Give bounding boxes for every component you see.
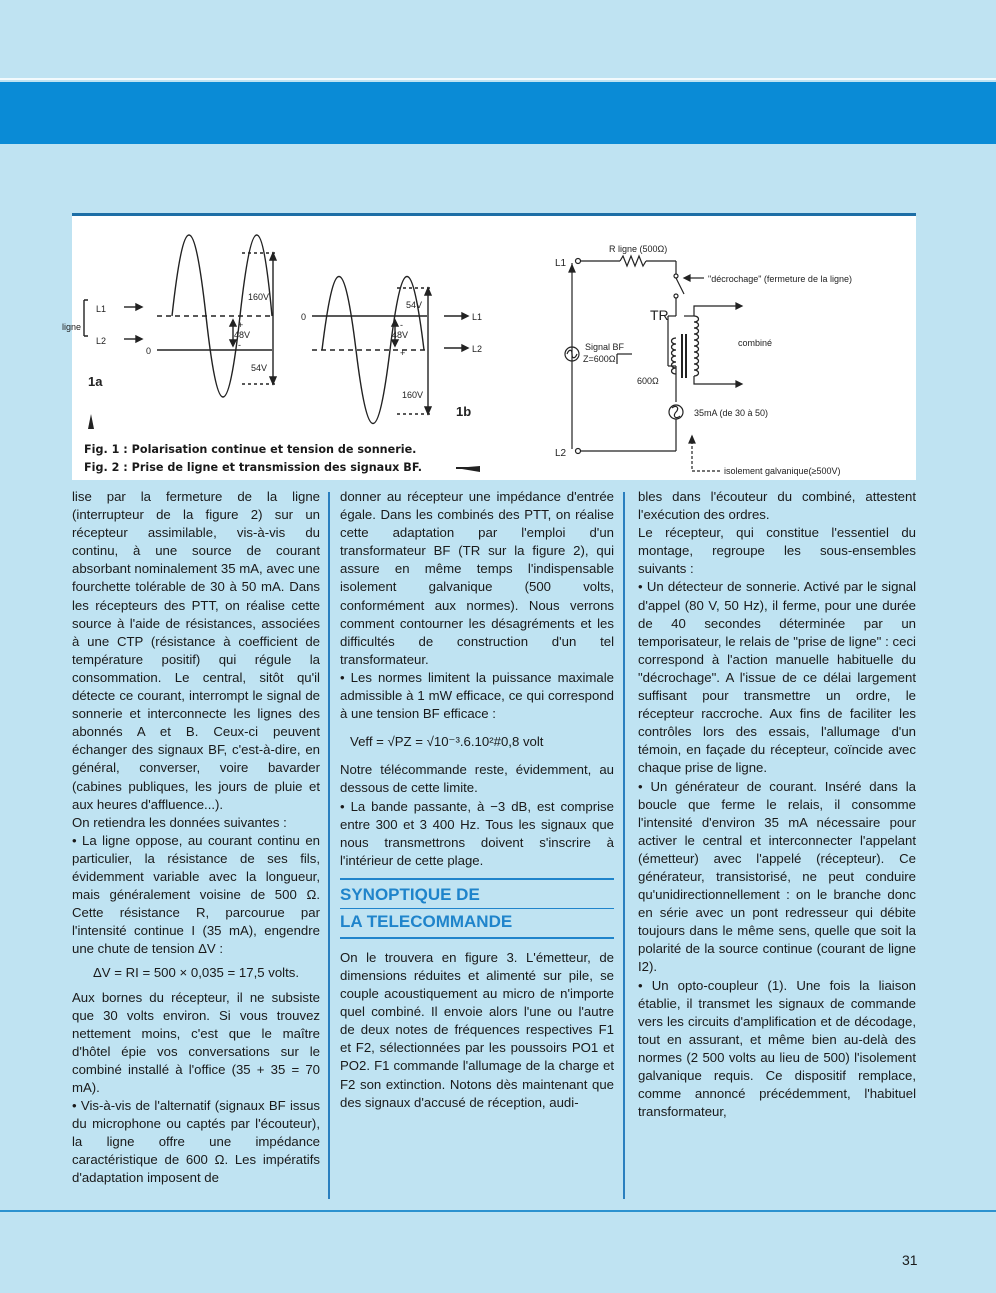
fig1a-l2-label: L2 bbox=[96, 336, 107, 346]
fig2-pointer-icon bbox=[456, 466, 480, 472]
section-heading bbox=[340, 878, 614, 939]
fig1a-160v-label: 160V bbox=[248, 292, 270, 302]
col1-paragraph-2: On retiendra les données suivantes : bbox=[72, 814, 287, 830]
fig2-signal-bf-label: Signal BF bbox=[585, 342, 625, 352]
col3-paragraph-1: bles dans l'écouteur du combiné, attestent l'exécution des ordres. bbox=[638, 489, 916, 523]
figure-caption-1: Fig. 1 : Polarisation continue et tension de sonnerie. bbox=[84, 443, 417, 456]
col3-paragraph-2: Le récepteur, qui constitue l'essentiel du montage, regroupe les sous-ensembles suivants : bbox=[638, 525, 916, 577]
col2-paragraph-1: donner au récepteur une impédance d'entrée égale. Dans les combinés des PTT, on réalise cette adaptation par l'emploi d'un transformateur BF (TR sur la figure 2), qui assure en même temps l'indispensable isolement galvanique (500 volts, conformément aux normes). Nous verrons comment contourner les désagréments et les difficultés de construction d'un tel transformateur. bbox=[340, 489, 614, 667]
fig1b-160v-label: 160V bbox=[402, 390, 424, 400]
fig2-decrochage-label: "décrochage" (fermeture de la ligne) bbox=[708, 274, 852, 284]
fig1a-ligne-label: ligne bbox=[62, 322, 82, 332]
figure-diagrams bbox=[62, 216, 916, 480]
text-column-1 bbox=[72, 488, 320, 1188]
figure-caption-2: Fig. 2 : Prise de ligne et transmission des signaux BF. bbox=[84, 461, 423, 474]
col1-paragraph-3: • La ligne oppose, au courant continu en particulier, la résistance de ses fils, évidemment variable avec la longueur, mais généralement voisine de 500 Ω. Cette résistance R, parcourue par l'intensité continue I (35 mA), engendre une chute de tension ΔV : bbox=[72, 832, 320, 957]
col3-paragraph-5: • Un opto-coupleur (1). Une fois la liaison établie, il transmet les signaux de commande vers les circuits d'amplification et de décodage, tout en assurant, et même bien au-delà des normes (2 500 volts au lieu de 500) l'isolement galvanique requis. Ce dispositif remplace, comme annoncé précédemment, l'habituel transformateur, bbox=[638, 977, 916, 1120]
fig1-pointer-icon bbox=[88, 414, 94, 429]
fig1a-48v-label: 48V bbox=[234, 330, 251, 340]
fig2-l1-label: L1 bbox=[555, 258, 567, 269]
fig1b-l1-label: L1 bbox=[472, 312, 483, 322]
fig1b-diagram bbox=[312, 277, 468, 424]
bottom-rule bbox=[0, 1210, 996, 1212]
fig1a-minus-sign: - bbox=[238, 340, 241, 350]
fig1a-plus-sign: + bbox=[238, 320, 244, 330]
fig1b-plus-sign: + bbox=[400, 348, 406, 358]
top-rule bbox=[0, 78, 996, 80]
column-divider-1 bbox=[328, 492, 330, 1199]
col1-equation: ΔV = RI = 500 × 0,035 = 17,5 volts. bbox=[92, 965, 300, 981]
fig1b-48v-label: 48V bbox=[392, 330, 409, 340]
col2-equation: Veff = √PZ = √10⁻³.6.10²#0,8 volt bbox=[350, 734, 544, 750]
text-column-3 bbox=[638, 488, 916, 1121]
col2-paragraph-3: Notre télécommande reste, évidemment, au dessous de cette limite. bbox=[340, 762, 614, 796]
fig2-z600-label: Z=600Ω bbox=[583, 354, 616, 364]
fig1a-zero-label: 0 bbox=[146, 346, 152, 356]
fig2-35ma-label: 35mA (de 30 à 50) bbox=[694, 408, 769, 418]
fig1a-diagram bbox=[84, 235, 277, 397]
fig1b-54v-label: 54V bbox=[406, 300, 423, 310]
col3-paragraph-4: • Un générateur de courant. Inséré dans la boucle que ferme le relais, il consomme l'intensité d'environ 35 mA nécessaire pour activer le central et interconnecter l'appelant (émetteur) avec l'appelé (récepteur). Ce générateur, transistorisé, ne peut conduire qu'unidirectionnellement : on le branche donc en série avec un pont redresseur qui débite toujours dans le même sens, quelle que soit la polarité de la source continue (courant de ligne I2). bbox=[638, 778, 916, 975]
fig1b-zero-label: 0 bbox=[301, 312, 307, 322]
fig2-600ohm-label: 600Ω bbox=[637, 376, 659, 386]
col3-paragraph-3: • Un détecteur de sonnerie. Activé par le signal d'appel (80 V, 50 Hz), il ferme, pour une durée de 40 secondes déterminée par un temporisateur, le relais de "prise de ligne" : ceci correspond à l'action manuelle habituelle du "décrochage". A l'issue de ce délai largement suffisant pour transmettre un ordre, le récepteur raccroche. Aux fins de faciliter les contrôles lors des essais, l'allumage d'un témoin, en façade du récepteur, coïncide avec chaque prise de ligne. bbox=[638, 579, 916, 776]
col2-paragraph-4: • La bande passante, à −3 dB, est comprise entre 300 et 3 400 Hz. Tous les signaux que nous transmettrons doivent s'inscrire à l'intérieur de cette plage. bbox=[340, 798, 614, 868]
fig2-l2-label: L2 bbox=[555, 448, 567, 459]
fig2-combine-label: combiné bbox=[738, 338, 773, 348]
col1-paragraph-4: Aux bornes du récepteur, il ne subsiste que 30 volts environ. Si vous trouvez nettement moins, c'est que le maître d'hôtel épie vos conversations sur le combiné installé à l'office (35 + 35 = 70 mA). bbox=[72, 989, 320, 1095]
fig1b-label: 1b bbox=[456, 404, 472, 419]
col2-paragraph-2: • Les normes limitent la puissance maximale admissible à 1 mW efficace, ce qui correspond à une tension BF efficace : bbox=[340, 669, 614, 722]
fig1a-l1-label: L1 bbox=[96, 304, 107, 314]
section-heading-line-1: SYNOPTIQUE DE bbox=[340, 882, 614, 909]
column-divider-2 bbox=[623, 492, 625, 1199]
fig1b-l2-label: L2 bbox=[472, 344, 483, 354]
fig1a-54v-label: 54V bbox=[251, 363, 268, 373]
header-band bbox=[0, 82, 996, 144]
fig2-isolement-label: isolement galvanique(≥500V) bbox=[724, 466, 841, 476]
page-number: 31 bbox=[902, 1252, 918, 1268]
fig2-tr-label: TR bbox=[650, 307, 669, 323]
col1-paragraph-1: lise par la fermeture de la ligne (interrupteur de la figure 2) sur un récepteur assimilable, vis-à-vis du continu, à une source de courant absorbant nominalement 35 mA, avec une fourchette tolérable de 30 à 50 mA. Dans les récepteurs des PTT, on réalise cette source à l'aide de résistances, associées à une CTP (résistance à coefficient de température positif) qui régule la consommation. Le central, sitôt qu'il détecte ce courant, interrompt le signal de sonnerie et interconnecte les lignes des abonnés A et B. Ceux-ci peuvent échanger des signaux BF, c'est-à-dire, en général, converser, voire bavarder (cabines publiques, les jours de pluie et aux heures d'affluence...). bbox=[72, 489, 320, 812]
section-heading-line-2: LA TELECOMMANDE bbox=[340, 911, 513, 931]
figure-panel bbox=[62, 213, 916, 480]
fig2-rligne-label: R ligne (500Ω) bbox=[609, 244, 668, 254]
col2-paragraph-5: On le trouvera en figure 3. L'émetteur, de dimensions réduites et alimenté sur pile, se couple acoustiquement au micro de n'importe quel combiné. Il envoie alors l'une ou l'autre de deux notes de fréquences respectives F1 et F2, sélectionnées par les poussoirs PO1 et PO2. F1 commande l'allumage de la charge et F2 son extinction. Notons dès maintenant que des signaux d'accusé de réception, audi- bbox=[340, 949, 614, 1110]
col1-paragraph-5: • Vis-à-vis de l'alternatif (signaux BF issus du microphone ou captés par l'écouteur), la ligne offre une impédance caractéristique de 600 Ω. Les impératifs d'adaptation imposent de bbox=[72, 1098, 320, 1186]
fig1b-minus-sign: - bbox=[400, 320, 403, 330]
fig1a-label: 1a bbox=[88, 374, 103, 389]
text-column-2 bbox=[340, 488, 614, 1112]
